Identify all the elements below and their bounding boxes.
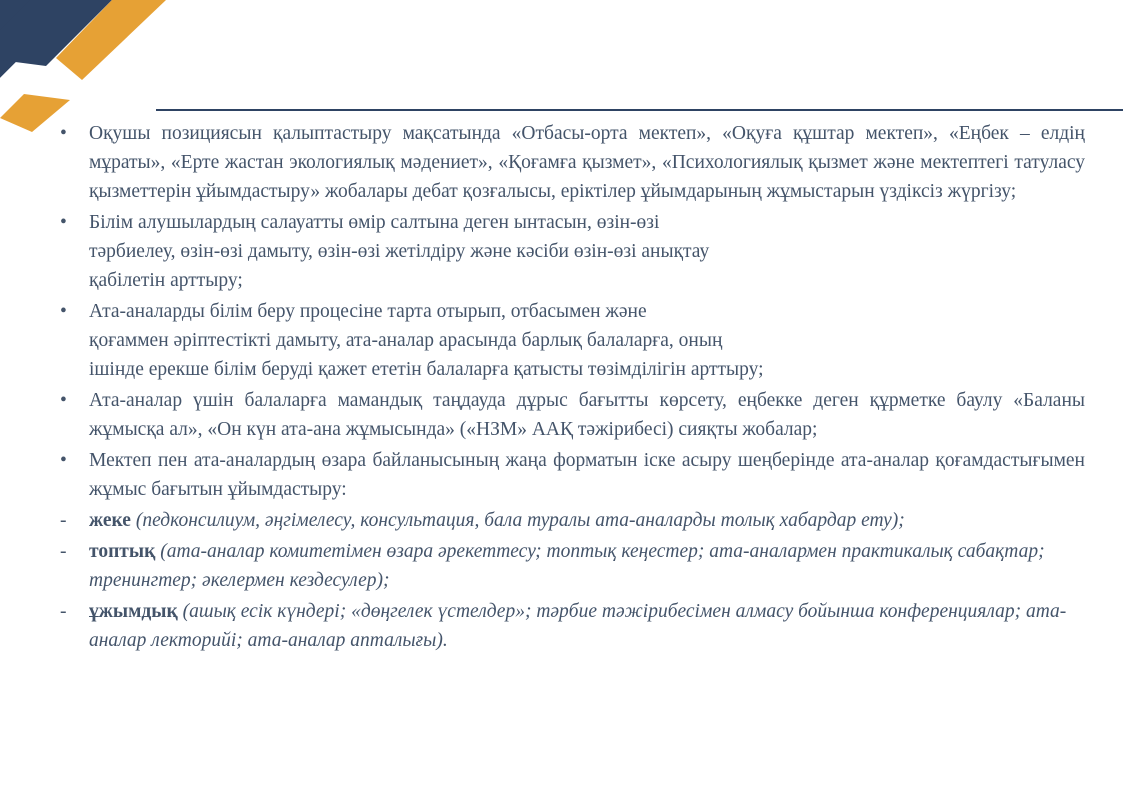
text-line: қабілетін арттыру; (89, 270, 243, 291)
text-line: қоғаммен әріптестікті дамыту, ата-аналар арасында барлық балаларға, оның (89, 330, 723, 351)
list-item-keyword: жеке (89, 510, 131, 531)
list-item-text (89, 597, 1085, 655)
list-item-text: Ата-аналар үшін балаларға мамандық таңдауда дұрыс бағытты көрсету, еңбекке деген құрметке баулу «Баланы жұмысқа ал», «Он күн ата-ана жұмысында» («НЗМ» ААҚ тәжірибесі) сияқты жобалар; (89, 390, 1085, 440)
list-item-description: (педконсилиум, әңгімелесу, консультация, бала туралы ата-аналарды толық хабардар ету); (130, 510, 905, 531)
dash-marker: - (60, 601, 67, 622)
bullet-marker: • (60, 301, 67, 322)
list-item-text: Мектеп пен ата-аналардың өзара байланысының жаңа форматын іске асыру шеңберінде ата-аналар қоғамдастығымен жұмыс бағытын ұйымдастыру: (89, 450, 1085, 500)
list-item-keyword: ұжымдық (89, 601, 178, 622)
list-item (60, 297, 1085, 384)
bullet-marker: • (60, 123, 67, 144)
text-line: Білім алушылардың салауатты өмір салтына деген ынтасын, өзін-өзі (89, 212, 660, 233)
list-item-keyword: топтық (89, 541, 156, 562)
dash-marker: - (60, 510, 67, 531)
bullet-marker: • (60, 390, 67, 411)
header-rule (156, 109, 1123, 111)
list-item-text (89, 297, 1085, 384)
bullet-marker: • (60, 212, 67, 233)
list-item (60, 537, 1085, 595)
list-item (60, 119, 1085, 206)
list-item (60, 597, 1085, 655)
list-item-description: (ата-аналар комитетімен өзара әрекеттесу; топтық кеңестер; ата-аналармен практикалық сабақтар; тренингтер; әкелермен кездесулер); (89, 541, 1045, 591)
list-item-description: (ашық есік күндері; «дөңгелек үстелдер»; тәрбие тәжірибесімен алмасу бойынша конференциялар; ата-аналар лекторийі; ата-аналар апталығы). (89, 601, 1067, 651)
list-item (60, 446, 1085, 504)
list-item (60, 506, 1085, 535)
list-item-text: Оқушы позициясын қалыптастыру мақсатында «Отбасы-орта мектеп», «Оқуға құштар мектеп», «Еңбек – елдің мұраты», «Ерте жастан экологиялық мәдениет», «Қоғамға қызмет», «Психологиялық қызмет және мектептегі татуласу қызметтерін ұйымдастыру» жобалары дебат қозғалысы, еріктілер ұйымдарының жұмыстарын үздіксіз жүргізу; (89, 123, 1085, 202)
list-item-text (89, 506, 1085, 535)
list-item (60, 208, 1085, 295)
bullet-marker: • (60, 450, 67, 471)
list-item-text (89, 537, 1085, 595)
text-line: Ата-аналарды білім беру процесіне тарта отырып, отбасымен және (89, 301, 647, 322)
dash-marker: - (60, 541, 67, 562)
text-line: ішінде ерекше білім беруді қажет ететін балаларға қатысты төзімділігін арттыру; (89, 359, 764, 380)
text-line: тәрбиелеу, өзін-өзі дамыту, өзін-өзі жетілдіру және кәсіби өзін-өзі анықтау (89, 241, 710, 262)
document-body (60, 119, 1085, 655)
list-item (60, 386, 1085, 444)
list-item-text (89, 208, 1085, 295)
